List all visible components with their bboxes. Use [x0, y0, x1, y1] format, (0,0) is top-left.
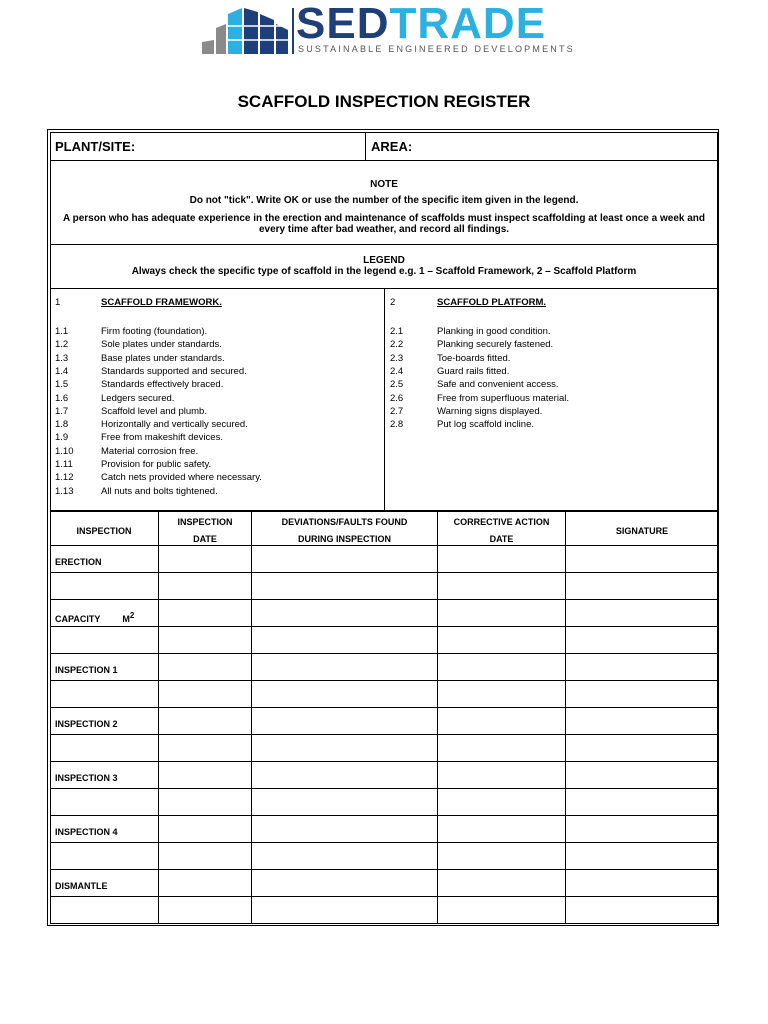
table-row-line: [50, 599, 718, 600]
framework-item-text: All nuts and bolts tightened.: [101, 485, 218, 497]
framework-item-text: Horizontally and vertically secured.: [101, 419, 248, 431]
framework-item-text: Standards effectively braced.: [101, 379, 224, 391]
platform-item-text: Toe-boards fitted.: [437, 352, 511, 364]
framework-item-text: Provision for public safety.: [101, 459, 212, 470]
row-label-inspection-1: INSPECTION 1: [55, 665, 118, 675]
framework-item-text: Sole plates under standards.: [101, 339, 222, 351]
platform-item-text: Guard rails fitted.: [437, 365, 510, 377]
platform-item-text: Planking securely fastened.: [437, 339, 554, 351]
plant-site-label: PLANT/SITE:: [55, 139, 136, 154]
framework-item-number: 1.3: [55, 352, 69, 364]
logo-divider: [292, 8, 294, 54]
table-row-line: [50, 626, 718, 627]
table-row-line: [50, 761, 718, 762]
framework-item-number: 1.8: [55, 419, 69, 431]
framework-item-number: 1.10: [55, 445, 74, 457]
framework-title: SCAFFOLD FRAMEWORK.: [101, 297, 222, 308]
logo-wordmark: SEDTRADE: [296, 0, 547, 48]
logo-building-icon: [200, 4, 292, 56]
framework-item-text: Catch nets provided where necessary.: [101, 472, 262, 484]
platform-item-number: 2.4: [390, 365, 404, 377]
framework-item-number: 1.1: [55, 326, 69, 337]
framework-item-text: Standards supported and secured.: [101, 365, 247, 377]
header-divider: [365, 132, 366, 160]
framework-item-number: 1.5: [55, 379, 69, 391]
logo-tagline: SUSTAINABLE ENGINEERED DEVELOPMENTS: [298, 44, 575, 54]
table-row-line: [50, 869, 718, 870]
table-top-rule: [50, 510, 718, 512]
area-label: AREA:: [371, 139, 413, 154]
platform-item-number: 2.3: [390, 352, 404, 364]
legend-column-divider: [384, 288, 385, 510]
company-logo: [200, 0, 575, 56]
col-header-deviations: DEVIATIONS/FAULTS FOUND DURING INSPECTION: [281, 517, 408, 544]
table-row-line: [50, 653, 718, 654]
row-label-inspection-2: INSPECTION 2: [55, 719, 118, 729]
framework-number: 1: [55, 297, 61, 308]
table-row-line: [50, 572, 718, 573]
page-title: SCAFFOLD INSPECTION REGISTER: [237, 92, 531, 111]
rule: [50, 244, 718, 245]
platform-item-number: 2.6: [390, 392, 404, 404]
table-row-line: [50, 896, 718, 897]
col-header-corrective-action: CORRECTIVE ACTION DATE: [453, 517, 550, 544]
platform-item-number: 2.2: [390, 339, 404, 351]
platform-item-number: 2.7: [390, 405, 404, 417]
row-label-dismantle: DISMANTLE: [55, 881, 108, 891]
platform-item-text: Put log scaffold incline.: [437, 419, 534, 431]
row-label-capacity: CAPACITY $M^2$: [55, 611, 135, 624]
note-heading: NOTE: [370, 179, 398, 190]
platform-item-number: 2.8: [390, 419, 404, 431]
row-label-erection: ERECTION: [55, 557, 102, 567]
framework-item-text: Free from makeshift devices.: [101, 432, 223, 444]
platform-number: 2: [390, 297, 396, 308]
platform-item-text: Free from superfluous material.: [437, 392, 569, 404]
col-header-inspection-date: INSPECTION DATE: [177, 517, 233, 544]
framework-item-text: Scaffold level and plumb.: [101, 405, 207, 417]
platform-item-number: 2.1: [390, 326, 404, 337]
framework-item-text: Firm footing (foundation).: [101, 326, 208, 337]
framework-item-number: 1.13: [55, 485, 74, 497]
table-row-line: [50, 734, 718, 735]
framework-item-text: Base plates under standards.: [101, 352, 225, 364]
note-line-1: Do not "tick". Write OK or use the number of the specific item given in the legend.: [189, 195, 579, 206]
platform-item-number: 2.5: [390, 379, 404, 391]
col-header-signature: SIGNATURE: [615, 526, 669, 536]
framework-item-text: Ledgers secured.: [101, 392, 175, 404]
framework-item-number: 1.12: [55, 472, 74, 484]
platform-item-text: Warning signs displayed.: [437, 405, 543, 417]
table-row-line: [50, 545, 718, 546]
table-row-line: [50, 680, 718, 681]
framework-item-number: 1.2: [55, 339, 69, 351]
legend-line: Always check the specific type of scaffold in the legend e.g. 1 – Scaffold Framework, 2 – Scaffold Platform: [131, 266, 637, 277]
table-row-line: [50, 815, 718, 816]
framework-item-number: 1.11: [55, 459, 73, 470]
legend-heading: LEGEND: [363, 255, 405, 266]
platform-title: SCAFFOLD PLATFORM.: [437, 297, 547, 308]
note-line-2: A person who has adequate experience in the erection and maintenance of scaffolds must inspect scaffolding at least once a week and: [62, 213, 706, 224]
table-row-line: [50, 842, 718, 843]
framework-item-number: 1.7: [55, 405, 69, 417]
framework-item-number: 1.4: [55, 365, 69, 377]
framework-item-number: 1.9: [55, 432, 69, 444]
table-row-line: [50, 707, 718, 708]
table-row-line: [50, 788, 718, 789]
rule: [50, 160, 718, 161]
row-label-inspection-4: INSPECTION 4: [55, 827, 118, 837]
note-line-3: every time after bad weather, and record all findings.: [258, 224, 510, 235]
platform-item-text: Safe and convenient access.: [437, 379, 559, 391]
row-label-inspection-3: INSPECTION 3: [55, 773, 118, 783]
framework-item-text: Material corrosion free.: [101, 445, 199, 457]
framework-item-number: 1.6: [55, 392, 69, 404]
col-header-inspection: INSPECTION: [76, 526, 132, 536]
platform-item-text: Planking in good condition.: [437, 326, 551, 337]
